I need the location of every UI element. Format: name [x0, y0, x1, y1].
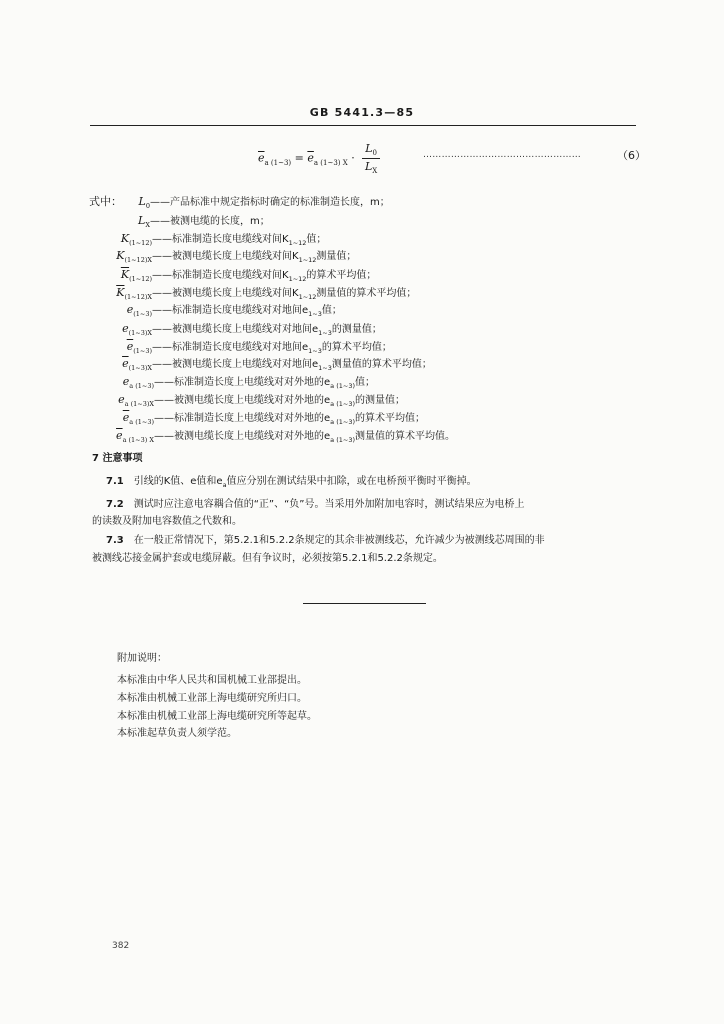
definition-text-main: ——被测电缆长度上电缆线对对外地的e	[154, 431, 331, 442]
clause-text-sub: a	[222, 481, 227, 489]
definition-text-main: ——标准制造长度电缆线对间K	[152, 270, 289, 281]
symbol-subscript: a (1~3)X	[124, 400, 154, 408]
symbol-subscript: (1~12)	[129, 275, 152, 283]
definition-text	[154, 413, 425, 424]
symbol-letter: $\overline{K}$	[116, 286, 125, 299]
symbol-letter: e	[122, 322, 129, 335]
clause-text: 引线的K值、e值和e	[133, 476, 223, 487]
definition-row	[80, 338, 392, 355]
clause-7-2-continued: 的读数及附加电容数值之代数和。	[92, 516, 242, 527]
clause-text: 在一般正常情况下，第5.2.1和5.2.2条规定的其余非被测线芯，允许减少为被测线芯周围的非	[133, 535, 545, 546]
definition-text	[152, 270, 376, 281]
symbol-subscript: (1~3)X	[128, 329, 152, 337]
definition-text-subscript: a (1~3)	[330, 382, 355, 390]
symbol-letter: K	[120, 232, 130, 245]
symbol-letter: K	[116, 249, 125, 262]
definition-symbol	[80, 303, 152, 318]
definition-text-main: ——被测电缆的长度，m；	[150, 216, 270, 227]
definition-row	[80, 301, 342, 318]
symbol-subscript: a (1~3)	[129, 382, 154, 390]
definition-text-tail: 测量值的算术平均值；	[331, 359, 432, 370]
symbol-subscript: a (1~3) X	[122, 436, 154, 444]
fraction-denominator: L	[364, 160, 373, 174]
note-line-4: 本标准起草负责人须学范。	[117, 728, 237, 739]
definition-text	[152, 288, 416, 299]
definition-text-tail: 的算术平均值；	[306, 270, 377, 281]
formula-fraction	[362, 142, 380, 175]
definition-text-main: ——标准制造长度电缆线对对地间e	[152, 342, 309, 353]
definition-row	[80, 230, 326, 247]
symbol-letter: $\overline{e}$	[122, 357, 129, 370]
definition-text-main: ——被测电缆长度上电缆线对对地间e	[152, 359, 319, 370]
definition-symbol	[80, 340, 152, 355]
definition-text-subscript: 1~12	[298, 256, 317, 264]
clause-7-3	[106, 531, 545, 546]
clause-text: 测试时应注意电容耦合值的“正”、“负”号。当采用外加附加电容时，测试结果应为电桥上	[133, 499, 525, 510]
definition-text-tail: 值；	[355, 377, 375, 388]
definition-text-tail: 的测量值；	[355, 395, 405, 406]
symbol-letter: $\overline{e}$	[126, 340, 134, 353]
definition-text-subscript: 1~3	[318, 364, 332, 372]
definition-text-subscript: 1~12	[288, 275, 307, 283]
definition-text-subscript: 1~12	[288, 239, 307, 247]
definition-text-tail: 的测量值；	[331, 324, 382, 335]
symbol-subscript: (1~3)X	[128, 364, 152, 372]
definition-text	[150, 216, 270, 227]
definition-text-subscript: 1~3	[308, 310, 322, 318]
symbol-letter: $\overline{e}$	[116, 429, 123, 442]
definition-symbol	[80, 429, 154, 444]
clause-number: 7.1	[106, 476, 124, 487]
symbol-subscript: (1~3)	[133, 310, 152, 318]
symbol-letter: $\overline{K}$	[120, 268, 130, 281]
definition-text-subscript: a (1~3)	[330, 418, 355, 426]
notes-title: 附加说明：	[117, 653, 167, 664]
formula-rhs: $\overline{e}$	[307, 151, 314, 165]
formula-lhs-sub: a (1~3)	[264, 158, 292, 167]
symbol-subscript: (1~3)	[133, 347, 152, 355]
formula-equals: =	[294, 151, 304, 165]
definition-symbol	[80, 214, 150, 229]
definition-text-tail: 值；	[321, 305, 342, 316]
page-number: 382	[112, 941, 130, 951]
definition-text-main: ——被测电缆长度上电缆线对对外地的e	[154, 395, 331, 406]
symbol-letter: $\overline{e}$	[122, 411, 130, 424]
symbol-letter: e	[126, 303, 134, 316]
definition-text-subscript: 1~3	[308, 347, 322, 355]
definition-symbol	[80, 322, 152, 337]
definition-row	[80, 355, 432, 372]
formula-6	[258, 142, 380, 175]
definition-row	[80, 193, 390, 210]
clause-7-1	[106, 472, 477, 489]
note-line-3: 本标准由机械工业部上海电缆研究所等起草。	[117, 711, 317, 722]
definition-text	[152, 342, 392, 353]
definition-symbol	[80, 357, 152, 372]
header-rule	[90, 125, 636, 126]
definition-text	[152, 251, 356, 262]
formula-lhs: $\overline{e}$	[258, 151, 265, 165]
definition-text-main: ——标准制造长度上电缆线对对外地的e	[154, 377, 331, 388]
definition-text	[152, 305, 342, 316]
clause-7-3-continued: 被测线芯接金属护套或电缆屏蔽。但有争议时，必须按第5.2.1和5.2.2条规定。	[92, 553, 443, 564]
definition-text-tail: 测量值；	[316, 251, 357, 262]
definition-symbol	[80, 393, 154, 408]
end-divider	[303, 603, 426, 604]
definition-row	[80, 409, 425, 426]
symbol-subscript: (1~12)	[129, 239, 152, 247]
definition-text	[150, 197, 390, 208]
definition-row	[80, 212, 270, 229]
definition-text	[154, 377, 375, 388]
definition-row	[80, 427, 455, 444]
symbol-letter: L	[138, 214, 146, 227]
symbol-subscript: X	[145, 221, 150, 229]
definition-text-main: ——被测电缆长度上电缆线对间K	[152, 251, 299, 262]
symbol-subscript: (1~12)X	[124, 256, 152, 264]
definition-row	[80, 266, 376, 283]
clause-number: 7.3	[106, 535, 124, 546]
definition-row	[80, 391, 405, 408]
definition-row	[80, 373, 375, 390]
definition-symbol	[80, 195, 150, 210]
definition-symbol	[80, 232, 152, 247]
symbol-letter: e	[118, 393, 125, 406]
definition-text	[152, 234, 326, 245]
fraction-denominator-sub: X	[372, 167, 378, 176]
definition-text-main: ——标准制造长度电缆线对对地间e	[152, 305, 309, 316]
definition-row	[80, 247, 356, 264]
definition-text-main: ——产品标准中规定指标时确定的标准制造长度，m；	[150, 197, 390, 208]
definition-text-subscript: a (1~3)	[330, 436, 355, 444]
definition-text-tail: 的算术平均值；	[321, 342, 392, 353]
definition-text	[152, 324, 382, 335]
definition-text-tail: 值；	[306, 234, 327, 245]
symbol-subscript: (1~12)X	[124, 293, 152, 301]
clause-text-tail: 值应分别在测试结果中扣除，或在电桥预平衡时平衡掉。	[226, 476, 477, 487]
formula-rhs-sub: a (1~3) X	[313, 158, 348, 167]
definition-row	[80, 284, 416, 301]
section-title: 7 注意事项	[92, 453, 143, 464]
definition-text-subscript: 1~3	[318, 329, 332, 337]
clause-number: 7.2	[106, 499, 124, 510]
definition-text-subscript: 1~12	[298, 293, 317, 301]
definition-symbol	[80, 411, 154, 426]
definition-text-main: ——被测电缆长度上电缆线对间K	[152, 288, 299, 299]
definition-text	[154, 395, 405, 406]
where-label: 式中：	[89, 195, 122, 208]
formula-number: （6）	[617, 149, 646, 162]
document-code: GB 5441.3—85	[309, 106, 415, 119]
definition-text-main: ——被测电缆长度上电缆线对对地间e	[152, 324, 319, 335]
definition-symbol	[80, 375, 154, 390]
formula-times: ·	[351, 151, 355, 165]
fraction-numerator-sub: 0	[372, 149, 378, 158]
definition-text-main: ——标准制造长度电缆线对间K	[152, 234, 289, 245]
definition-row	[80, 320, 382, 337]
note-line-2: 本标准由机械工业部上海电缆研究所归口。	[117, 693, 307, 704]
definition-symbol	[80, 249, 152, 264]
symbol-letter: L	[138, 195, 146, 208]
definition-text-subscript: a (1~3)	[330, 400, 355, 408]
symbol-letter: e	[122, 375, 130, 388]
symbol-subscript: 0	[145, 202, 150, 210]
note-line-1: 本标准由中华人民共和国机械工业部提出。	[117, 675, 307, 686]
definition-text-main: ——标准制造长度上电缆线对对外地的e	[154, 413, 331, 424]
definition-text	[154, 431, 455, 442]
formula-leader-dots: ……………………………………………	[423, 150, 582, 160]
definition-text-tail: 测量值的算术平均值。	[355, 431, 455, 442]
definition-text-tail: 的算术平均值；	[355, 413, 425, 424]
definition-symbol	[80, 268, 152, 283]
clause-7-2	[106, 495, 524, 510]
definition-symbol	[80, 286, 152, 301]
fraction-numerator: L	[365, 142, 373, 155]
definition-text	[152, 359, 432, 370]
definition-text-tail: 测量值的算术平均值；	[316, 288, 417, 299]
symbol-subscript: a (1~3)	[129, 418, 154, 426]
